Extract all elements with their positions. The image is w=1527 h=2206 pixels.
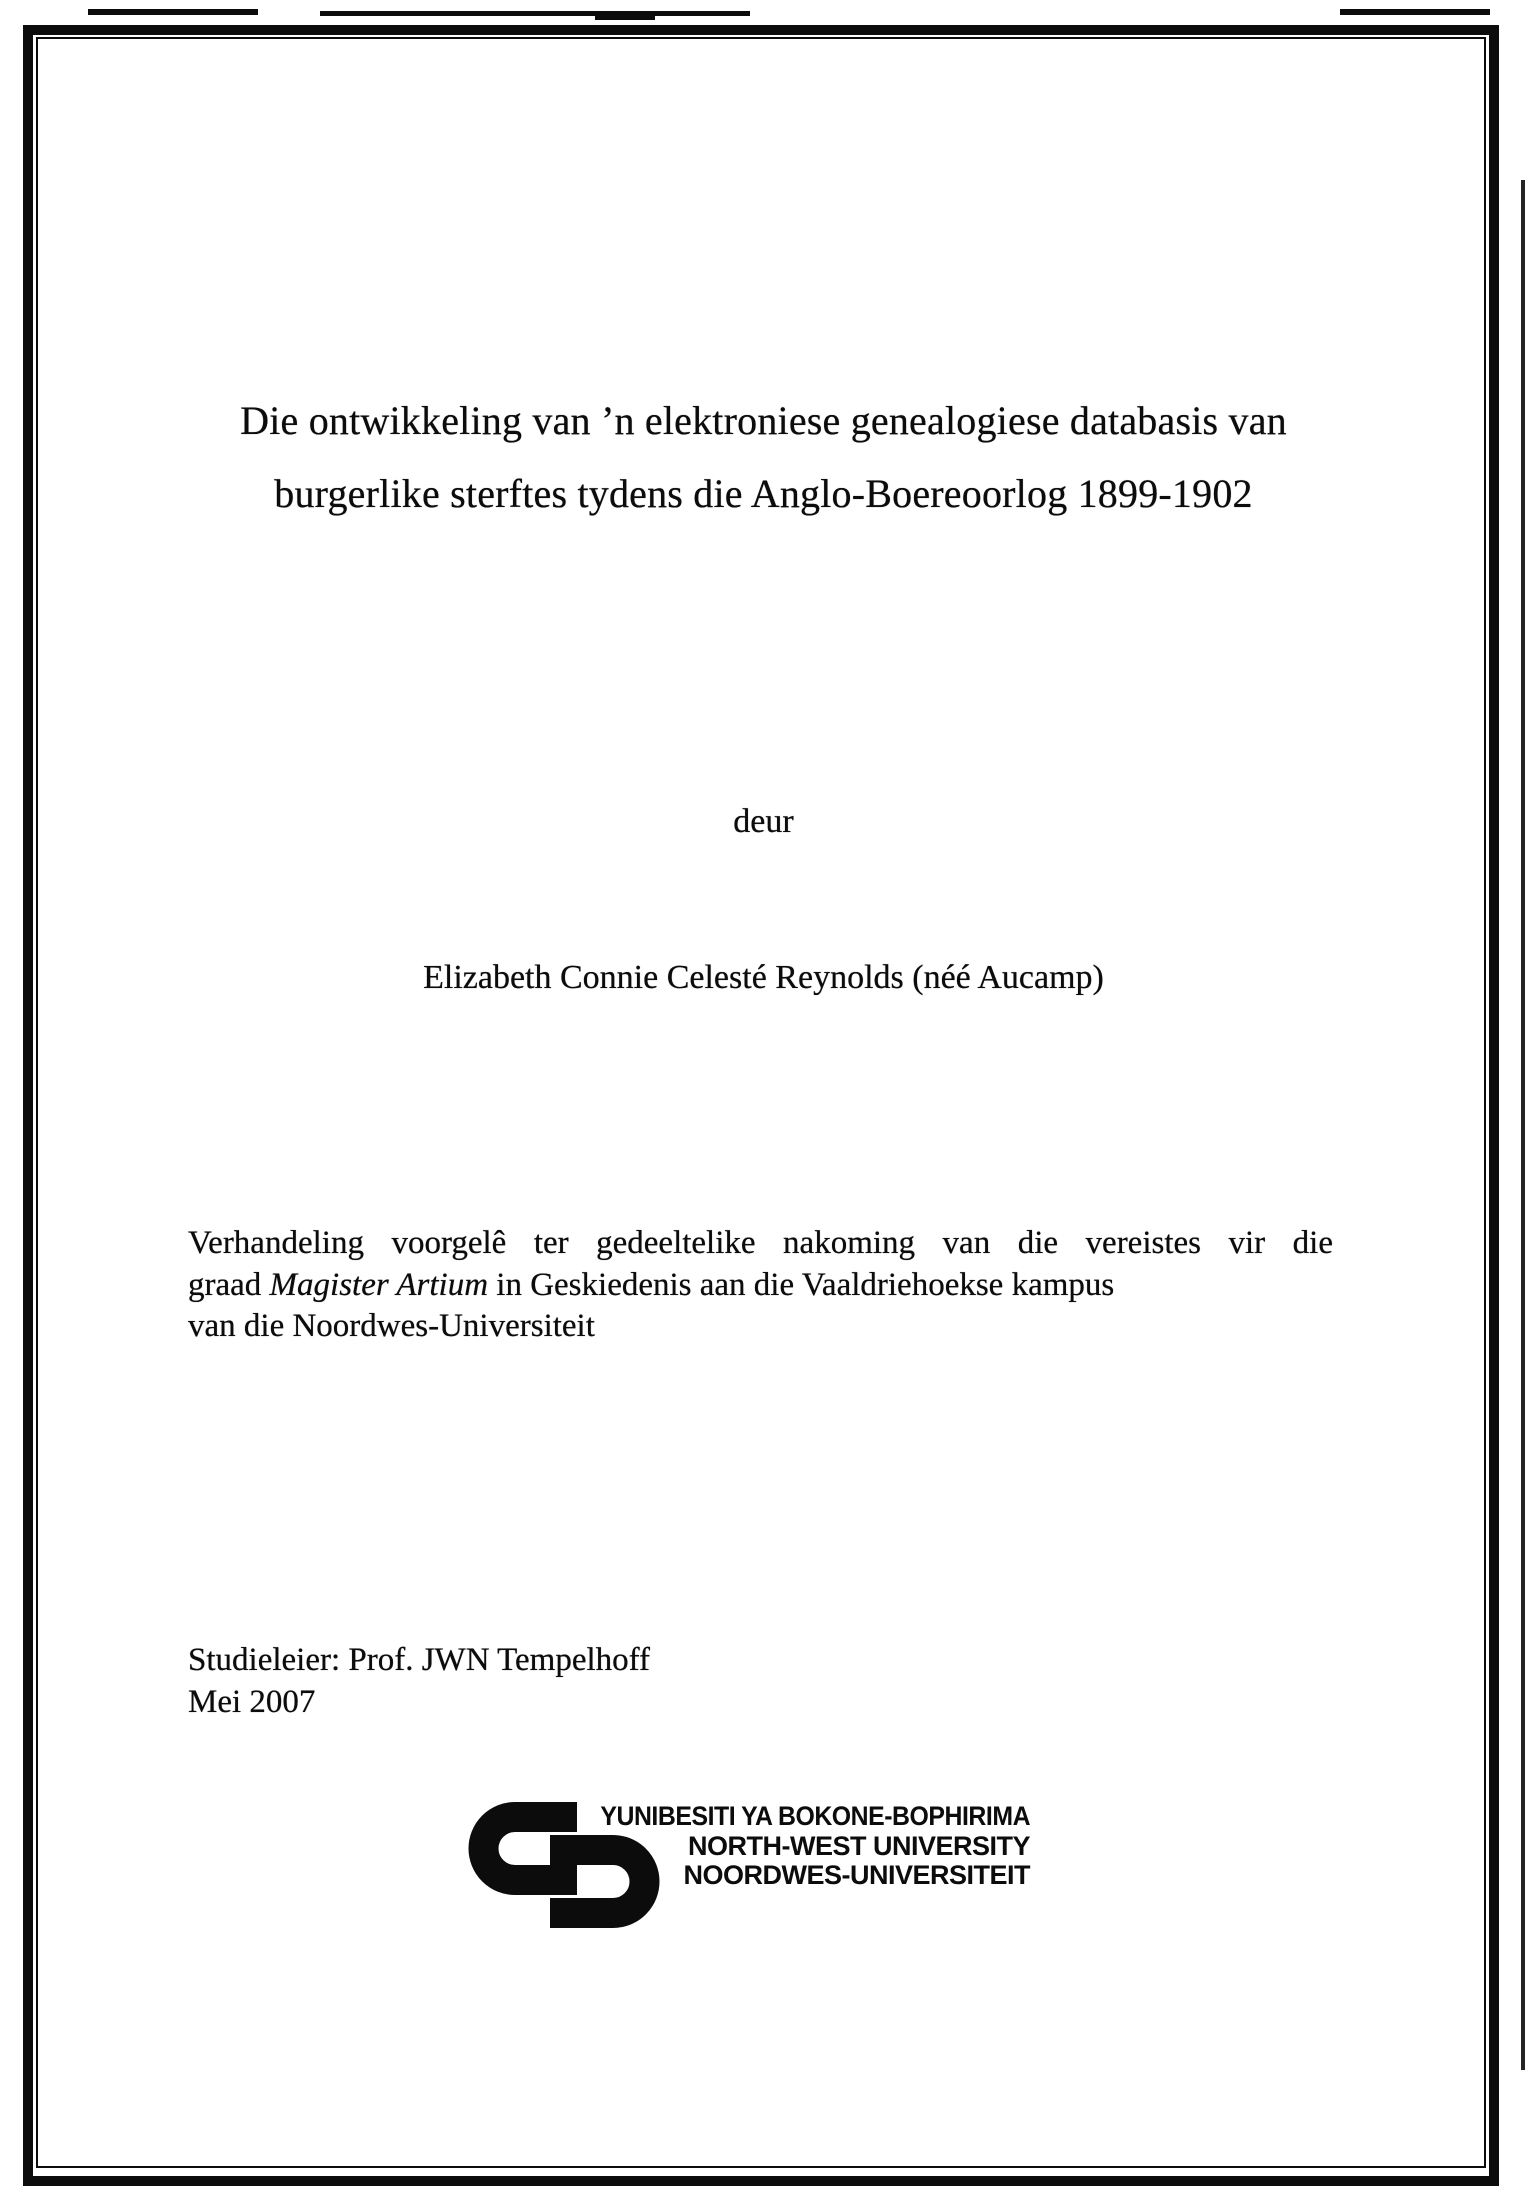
statement-line2-suffix: in Geskiedenis aan die Vaaldriehoekse kampus [488,1266,1115,1303]
scan-artifact [595,14,655,20]
supervisor-block [188,1640,650,1723]
submission-statement [188,1223,1333,1348]
date-line: Mei 2007 [188,1683,316,1720]
supervisor-line: Studieleier: Prof. JWN Tempelhoff [188,1642,651,1678]
byline: deur [733,803,794,840]
logo-line-english: NORTH-WEST UNIVERSITY [687,1830,1030,1861]
statement-line1: Verhandeling voorgelê ter gedeeltelike nakoming van die vereistes vir die [188,1225,1333,1261]
statement-line2 [188,1265,1333,1307]
thesis-title-line1: Die ontwikkeling van ’n elektroniese genealogiese databasis van [240,398,1287,443]
nwu-logo-wordmark [530,1802,1030,1891]
thesis-title [60,384,1467,530]
statement-line2-prefix: graad [188,1266,270,1303]
author-name: Elizabeth Connie Celesté Reynolds (néé Aucamp) [423,959,1104,996]
logo-line-setswana: YUNIBESITI YA BOKONE-BOPHIRIMA [600,1801,1030,1831]
scan-artifact [88,9,258,15]
scan-artifact [1340,9,1490,15]
statement-line3: van die Noordwes-Universiteit [188,1308,595,1344]
thesis-title-line2: burgerlike sterftes tydens die Anglo-Boereoorlog 1899-1902 [274,471,1253,516]
degree-name: Magister Artium [269,1266,489,1303]
scan-edge-line [1521,180,1525,2070]
logo-line-afrikaans: NOORDWES-UNIVERSITEIT [683,1860,1030,1891]
scan-artifact [320,11,750,16]
